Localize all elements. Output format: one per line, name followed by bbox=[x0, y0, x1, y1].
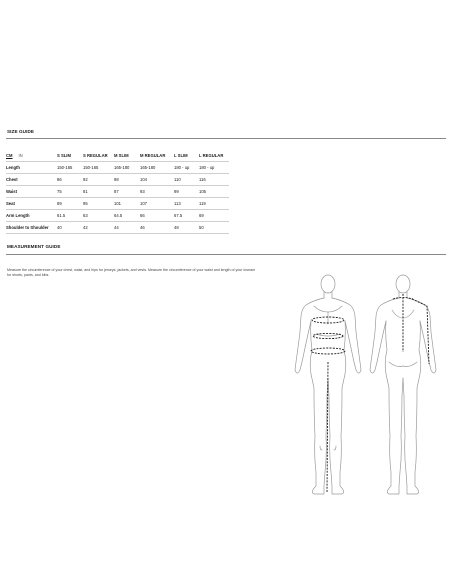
table-cell: 42 bbox=[83, 222, 114, 234]
row-label: Chest bbox=[6, 174, 57, 186]
table-cell: 69 bbox=[199, 210, 229, 222]
table-cell: 40 bbox=[57, 222, 83, 234]
section-divider bbox=[6, 254, 446, 255]
table-cell: 113 bbox=[174, 198, 199, 210]
column-header: M SLIM bbox=[114, 150, 140, 162]
section-divider bbox=[6, 138, 446, 139]
column-header: L REGULAR bbox=[199, 150, 229, 162]
table-cell: 93 bbox=[140, 186, 174, 198]
table-row bbox=[6, 174, 229, 186]
table-cell: 89 bbox=[57, 198, 83, 210]
column-header: S REGULAR bbox=[83, 150, 114, 162]
table-cell: 63 bbox=[83, 210, 114, 222]
table-cell: 104 bbox=[140, 174, 174, 186]
table-cell: 180 - up bbox=[174, 162, 199, 174]
back-measurement-lines bbox=[393, 294, 429, 364]
unit-cm-toggle[interactable]: CM bbox=[6, 153, 13, 158]
measurement-illustration bbox=[290, 266, 440, 506]
row-label: Seat bbox=[6, 198, 57, 210]
table-cell: 110 bbox=[174, 174, 199, 186]
table-cell: 50 bbox=[199, 222, 229, 234]
table-cell: 92 bbox=[83, 174, 114, 186]
column-header: L SLIM bbox=[174, 150, 199, 162]
table-cell: 67.5 bbox=[174, 210, 199, 222]
table-row bbox=[6, 210, 229, 222]
size-table-header-row bbox=[6, 150, 229, 162]
table-cell: 116 bbox=[199, 174, 229, 186]
table-cell: 105 bbox=[199, 186, 229, 198]
table-cell: 150-165 bbox=[57, 162, 83, 174]
table-cell: 48 bbox=[174, 222, 199, 234]
row-label: Arm Length bbox=[6, 210, 57, 222]
table-cell: 107 bbox=[140, 198, 174, 210]
size-table bbox=[6, 150, 229, 234]
row-label: Shoulder to Shoulder bbox=[6, 222, 57, 234]
table-cell: 66 bbox=[140, 210, 174, 222]
table-cell: 165-180 bbox=[114, 162, 140, 174]
table-cell: 64.5 bbox=[114, 210, 140, 222]
table-row bbox=[6, 162, 229, 174]
table-row bbox=[6, 222, 229, 234]
row-label: Waist bbox=[6, 186, 57, 198]
column-header: M REGULAR bbox=[140, 150, 174, 162]
table-cell: 95 bbox=[83, 198, 114, 210]
row-label: Length bbox=[6, 162, 57, 174]
table-cell: 101 bbox=[114, 198, 140, 210]
table-cell: 81 bbox=[83, 186, 114, 198]
table-cell: 75 bbox=[57, 186, 83, 198]
measurement-description: Measure the circumference of your chest, waist, and hips for jerseys, jackets, and vests. Measure the circumference of your waist and length of your inseam for shorts, pants, and bibs. bbox=[7, 268, 256, 278]
seat-measure bbox=[311, 348, 345, 354]
table-cell: 61.5 bbox=[57, 210, 83, 222]
table-cell: 98 bbox=[114, 174, 140, 186]
measurement-guide-title: MEASUREMENT GUIDE bbox=[7, 244, 61, 249]
table-cell: 87 bbox=[114, 186, 140, 198]
table-row bbox=[6, 186, 229, 198]
column-header: S SLIM bbox=[57, 150, 83, 162]
table-cell: 46 bbox=[140, 222, 174, 234]
unit-in-toggle[interactable]: IN bbox=[18, 153, 23, 158]
unit-toggle bbox=[6, 150, 57, 162]
size-guide-title: SIZE GUIDE bbox=[7, 129, 35, 134]
table-cell: 119 bbox=[199, 198, 229, 210]
table-cell: 165-180 bbox=[140, 162, 174, 174]
front-measurement-lines bbox=[311, 317, 345, 492]
table-cell: 150-165 bbox=[83, 162, 114, 174]
inseam-measure bbox=[327, 362, 328, 492]
table-cell: 180 - up bbox=[199, 162, 229, 174]
table-cell: 86 bbox=[57, 174, 83, 186]
table-row bbox=[6, 198, 229, 210]
table-cell: 44 bbox=[114, 222, 140, 234]
table-cell: 99 bbox=[174, 186, 199, 198]
